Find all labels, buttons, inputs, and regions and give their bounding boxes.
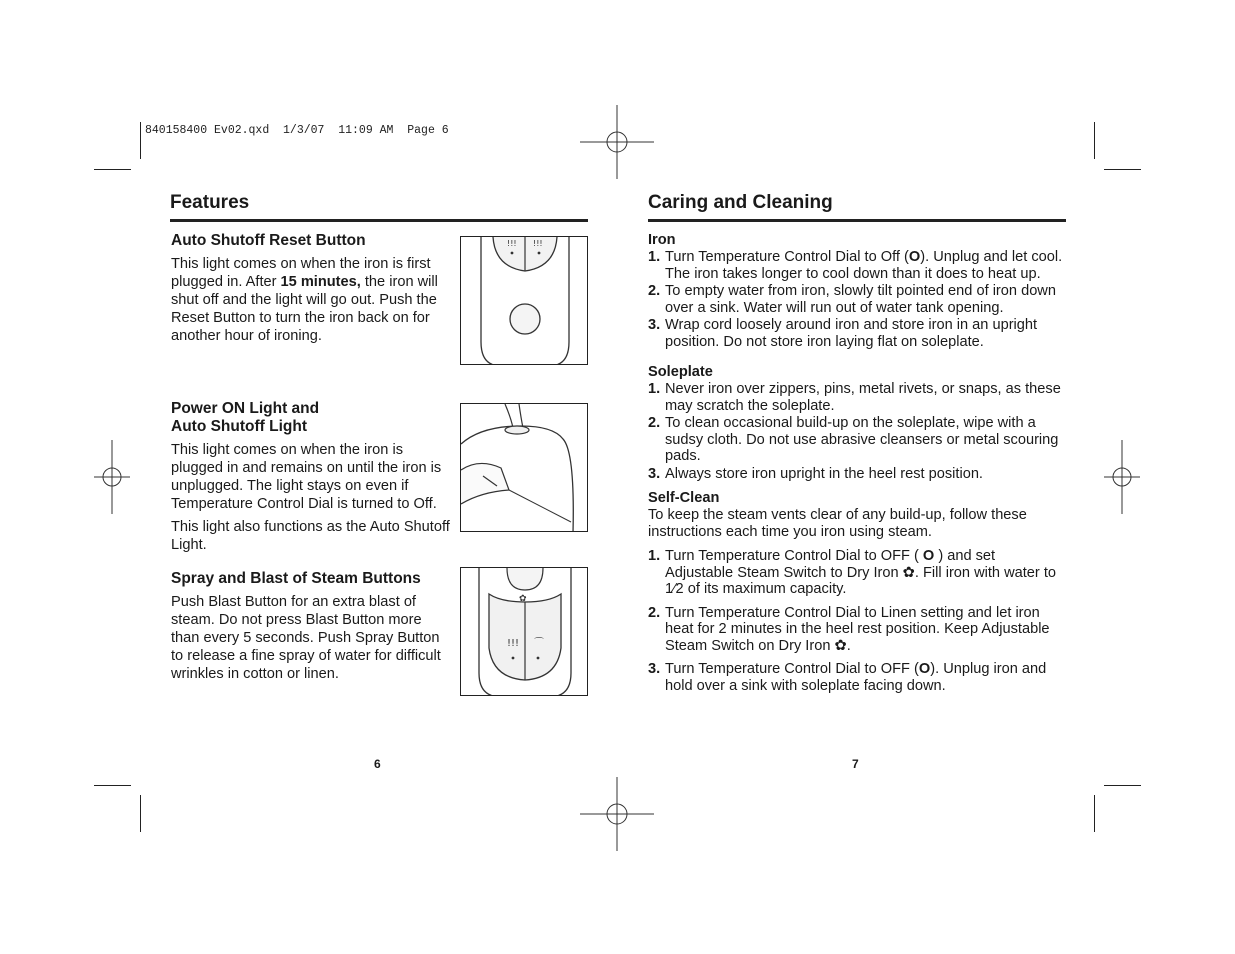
feature-body: Push Blast Button for an extra blast of steam. Do not press Blast Button more than every 5 seconds. Push Spray Button to release a fine spray of water for difficult wrinkles in cotton or linen. [171,594,441,682]
self-clean-intro: To keep the steam vents clear of any build-up, follow these instructions each time you iron using steam. [648,507,1027,540]
feature-heading: Spray and Blast of Steam Buttons [171,570,421,587]
left-page [170,190,588,682]
svg-text:✿: ✿ [519,594,527,604]
feature-heading: Auto Shutoff Reset Button [171,232,366,249]
feature-power-on-light [171,400,453,559]
list-item: 2. To clean occasional build-up on the soleplate, wipe with a sudsy cloth. Do not use abrasive cleansers or metal scouring pads. [648,415,1059,464]
feature-body-2: This light also functions as the Auto Shutoff Light. [171,519,450,553]
list-item: 1. Never iron over zippers, pins, metal rivets, or snaps, as these may scratch the soleplate. [648,381,1061,414]
self-clean-steps [648,548,1066,694]
registration-mark-top [580,105,654,179]
feature-body: This light comes on when the iron is plugged in and remains on until the iron is unplugged. The light stays on even if Temperature Control Dial is turned to Off. [171,442,442,512]
feature-auto-shutoff-reset [171,232,453,350]
list-item: 1. Turn Temperature Control Dial to OFF ( O ) and set Adjustable Steam Switch to Dry Iron ✿. Fill iron with water to 1⁄2 of its maximum capacity. [648,548,1057,597]
list-item: 2. Turn Temperature Control Dial to Linen setting and let iron heat for 2 minutes in the heel rest position. Keep Adjustable Steam Switch on Dry Iron ✿. [648,604,1050,654]
dry-iron-icon: ✿ [902,564,915,581]
iron-steps [648,249,1066,350]
registration-mark-right [1104,440,1140,514]
list-item: 3. Turn Temperature Control Dial to OFF (O). Unplug iron and hold over a sink with soleplate facing down. [648,661,1047,694]
spray-blast-illustration [460,567,588,696]
soleplate-heading: Soleplate [648,364,713,380]
feature-heading: Power ON Light and Auto Shutoff Light [171,400,320,435]
feature-spray-blast [171,570,453,688]
right-page [648,190,1066,694]
dry-iron-icon: ✿ [834,637,847,654]
slug-line: 840158400 Ev02.qxd 1/3/07 11:09 AM Page 6 [145,124,449,137]
svg-text:!!!: !!! [507,638,520,649]
reset-button-illustration [460,236,588,365]
self-clean-heading: Self-Clean [648,490,720,506]
power-light-illustration [460,403,588,532]
svg-text:!!!: !!! [507,239,517,248]
svg-text:⌒: ⌒ [534,638,544,649]
feature-body: This light comes on when the iron is first plugged in. After 15 minutes, the iron will shut off and the light will go out. Push the Reset Button to turn the iron back on for another hour of ironing. [171,256,438,344]
list-item: 3. Always store iron upright in the heel rest position. [648,465,983,482]
list-item: 3. Wrap cord loosely around iron and store iron in an upright position. Do not store iron laying flat on soleplate. [648,317,1038,350]
svg-text:!!!: !!! [533,239,543,248]
care-content [648,232,1066,696]
list-item: 2. To empty water from iron, slowly tilt pointed end of iron down over a sink. Water will run out of water tank opening. [648,283,1056,316]
soleplate-steps [648,381,1066,482]
page-number-left: 6 [374,757,381,771]
registration-mark-bottom [580,777,654,851]
caring-cleaning-title: Caring and Cleaning [648,190,1066,222]
iron-heading: Iron [648,232,676,248]
registration-mark-left [94,440,130,514]
features-title: Features [170,190,588,222]
page-number-right: 7 [852,757,859,771]
list-item: 1. Turn Temperature Control Dial to Off (O). Unplug and let cool. The iron takes longer to cool down than it does to heat up. [648,249,1063,282]
